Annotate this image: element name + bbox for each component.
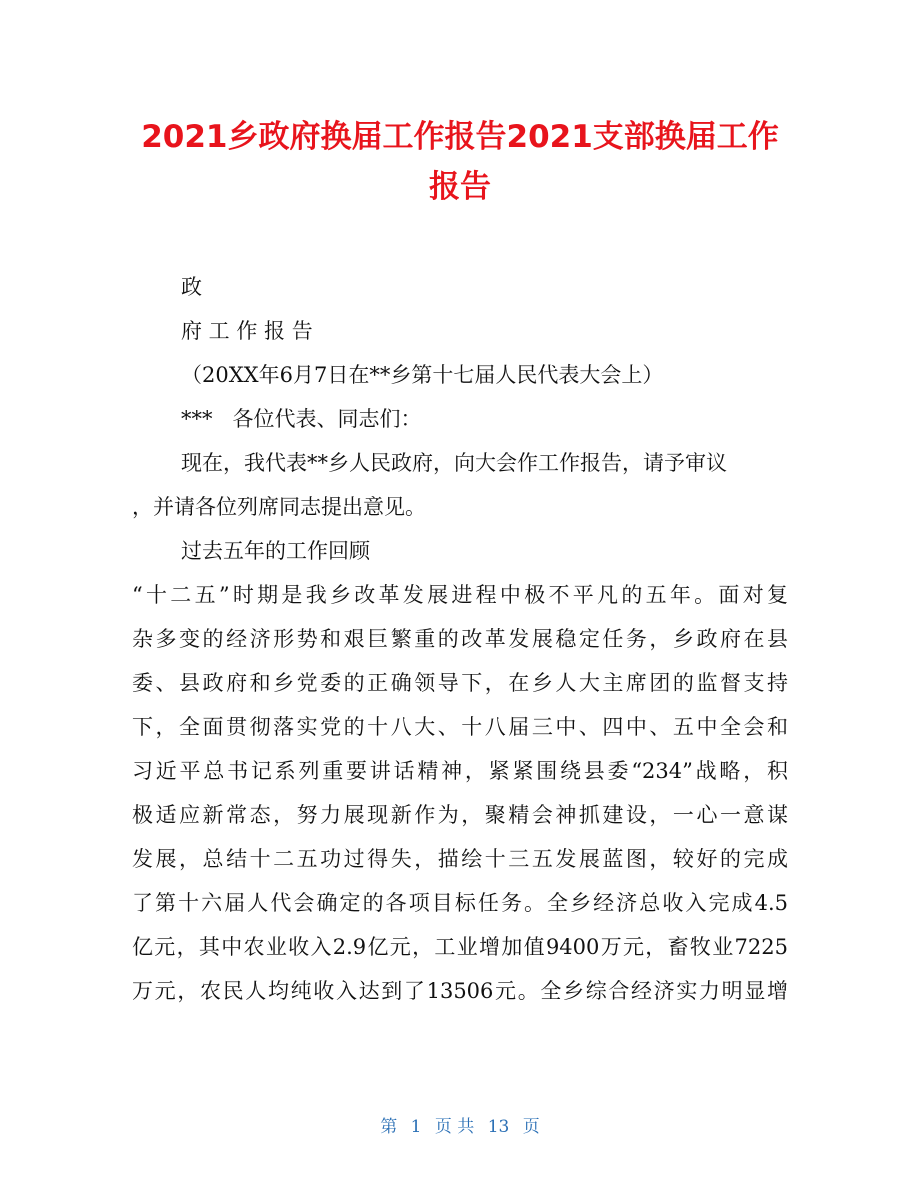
footer-middle: 页 共: [434, 1117, 475, 1137]
paragraph-line: 下，全面贯彻落实党的十八大、十八届三中、四中、五中全会和: [132, 715, 788, 739]
page-footer: [0, 1112, 920, 1137]
intro-line-2: ，并请各位列席同志提出意见。: [132, 495, 426, 519]
heading-line-1: 政: [181, 275, 202, 299]
paragraph-line: “十二五”时期是我乡改革发展进程中极不平凡的五年。面对复: [132, 583, 788, 607]
paragraph-line: 委、县政府和乡党委的正确领导下，在乡人大主席团的监督支持: [132, 671, 788, 695]
footer-total-pages: 13: [487, 1117, 510, 1137]
footer-prefix: 第: [380, 1117, 398, 1137]
heading-line-2: 府 工 作 报 告: [181, 319, 313, 343]
footer-suffix: 页: [522, 1117, 540, 1137]
paragraph-line: 习近平总书记系列重要讲话精神，紧紧围绕县委“234”战略，积: [132, 759, 788, 783]
paragraph-line: 亿元，其中农业收入2.9亿元，工业增加值9400万元，畜牧业7225: [132, 935, 788, 959]
paragraph-line: 发展，总结十二五功过得失，描绘十三五发展蓝图，较好的完成: [132, 847, 788, 871]
paragraph-line: 了第十六届人代会确定的各项目标任务。全乡经济总收入完成4.5: [132, 891, 788, 915]
intro-line-1: 现在，我代表**乡人民政府，向大会作工作报告，请予审议: [181, 451, 727, 475]
paragraph-line: 杂多变的经济形势和艰巨繁重的改革发展稳定任务，乡政府在县: [132, 627, 788, 651]
document-title: [120, 112, 800, 212]
title-line-2: 报告: [429, 169, 491, 205]
footer-page-number: 1: [410, 1117, 422, 1137]
salutation: *** 各位代表、同志们：: [181, 407, 422, 431]
section-title: 过去五年的工作回顾: [181, 539, 370, 563]
title-line-1: 2021乡政府换届工作报告2021支部换届工作: [141, 119, 779, 155]
paragraph-line: 万元，农民人均纯收入达到了13506元。全乡综合经济实力明显增: [132, 979, 788, 1003]
paragraph-line: 极适应新常态，努力展现新作为，聚精会神抓建设，一心一意谋: [132, 803, 788, 827]
date-line: （20XX年6月7日在**乡第十七届人民代表大会上）: [181, 363, 664, 387]
